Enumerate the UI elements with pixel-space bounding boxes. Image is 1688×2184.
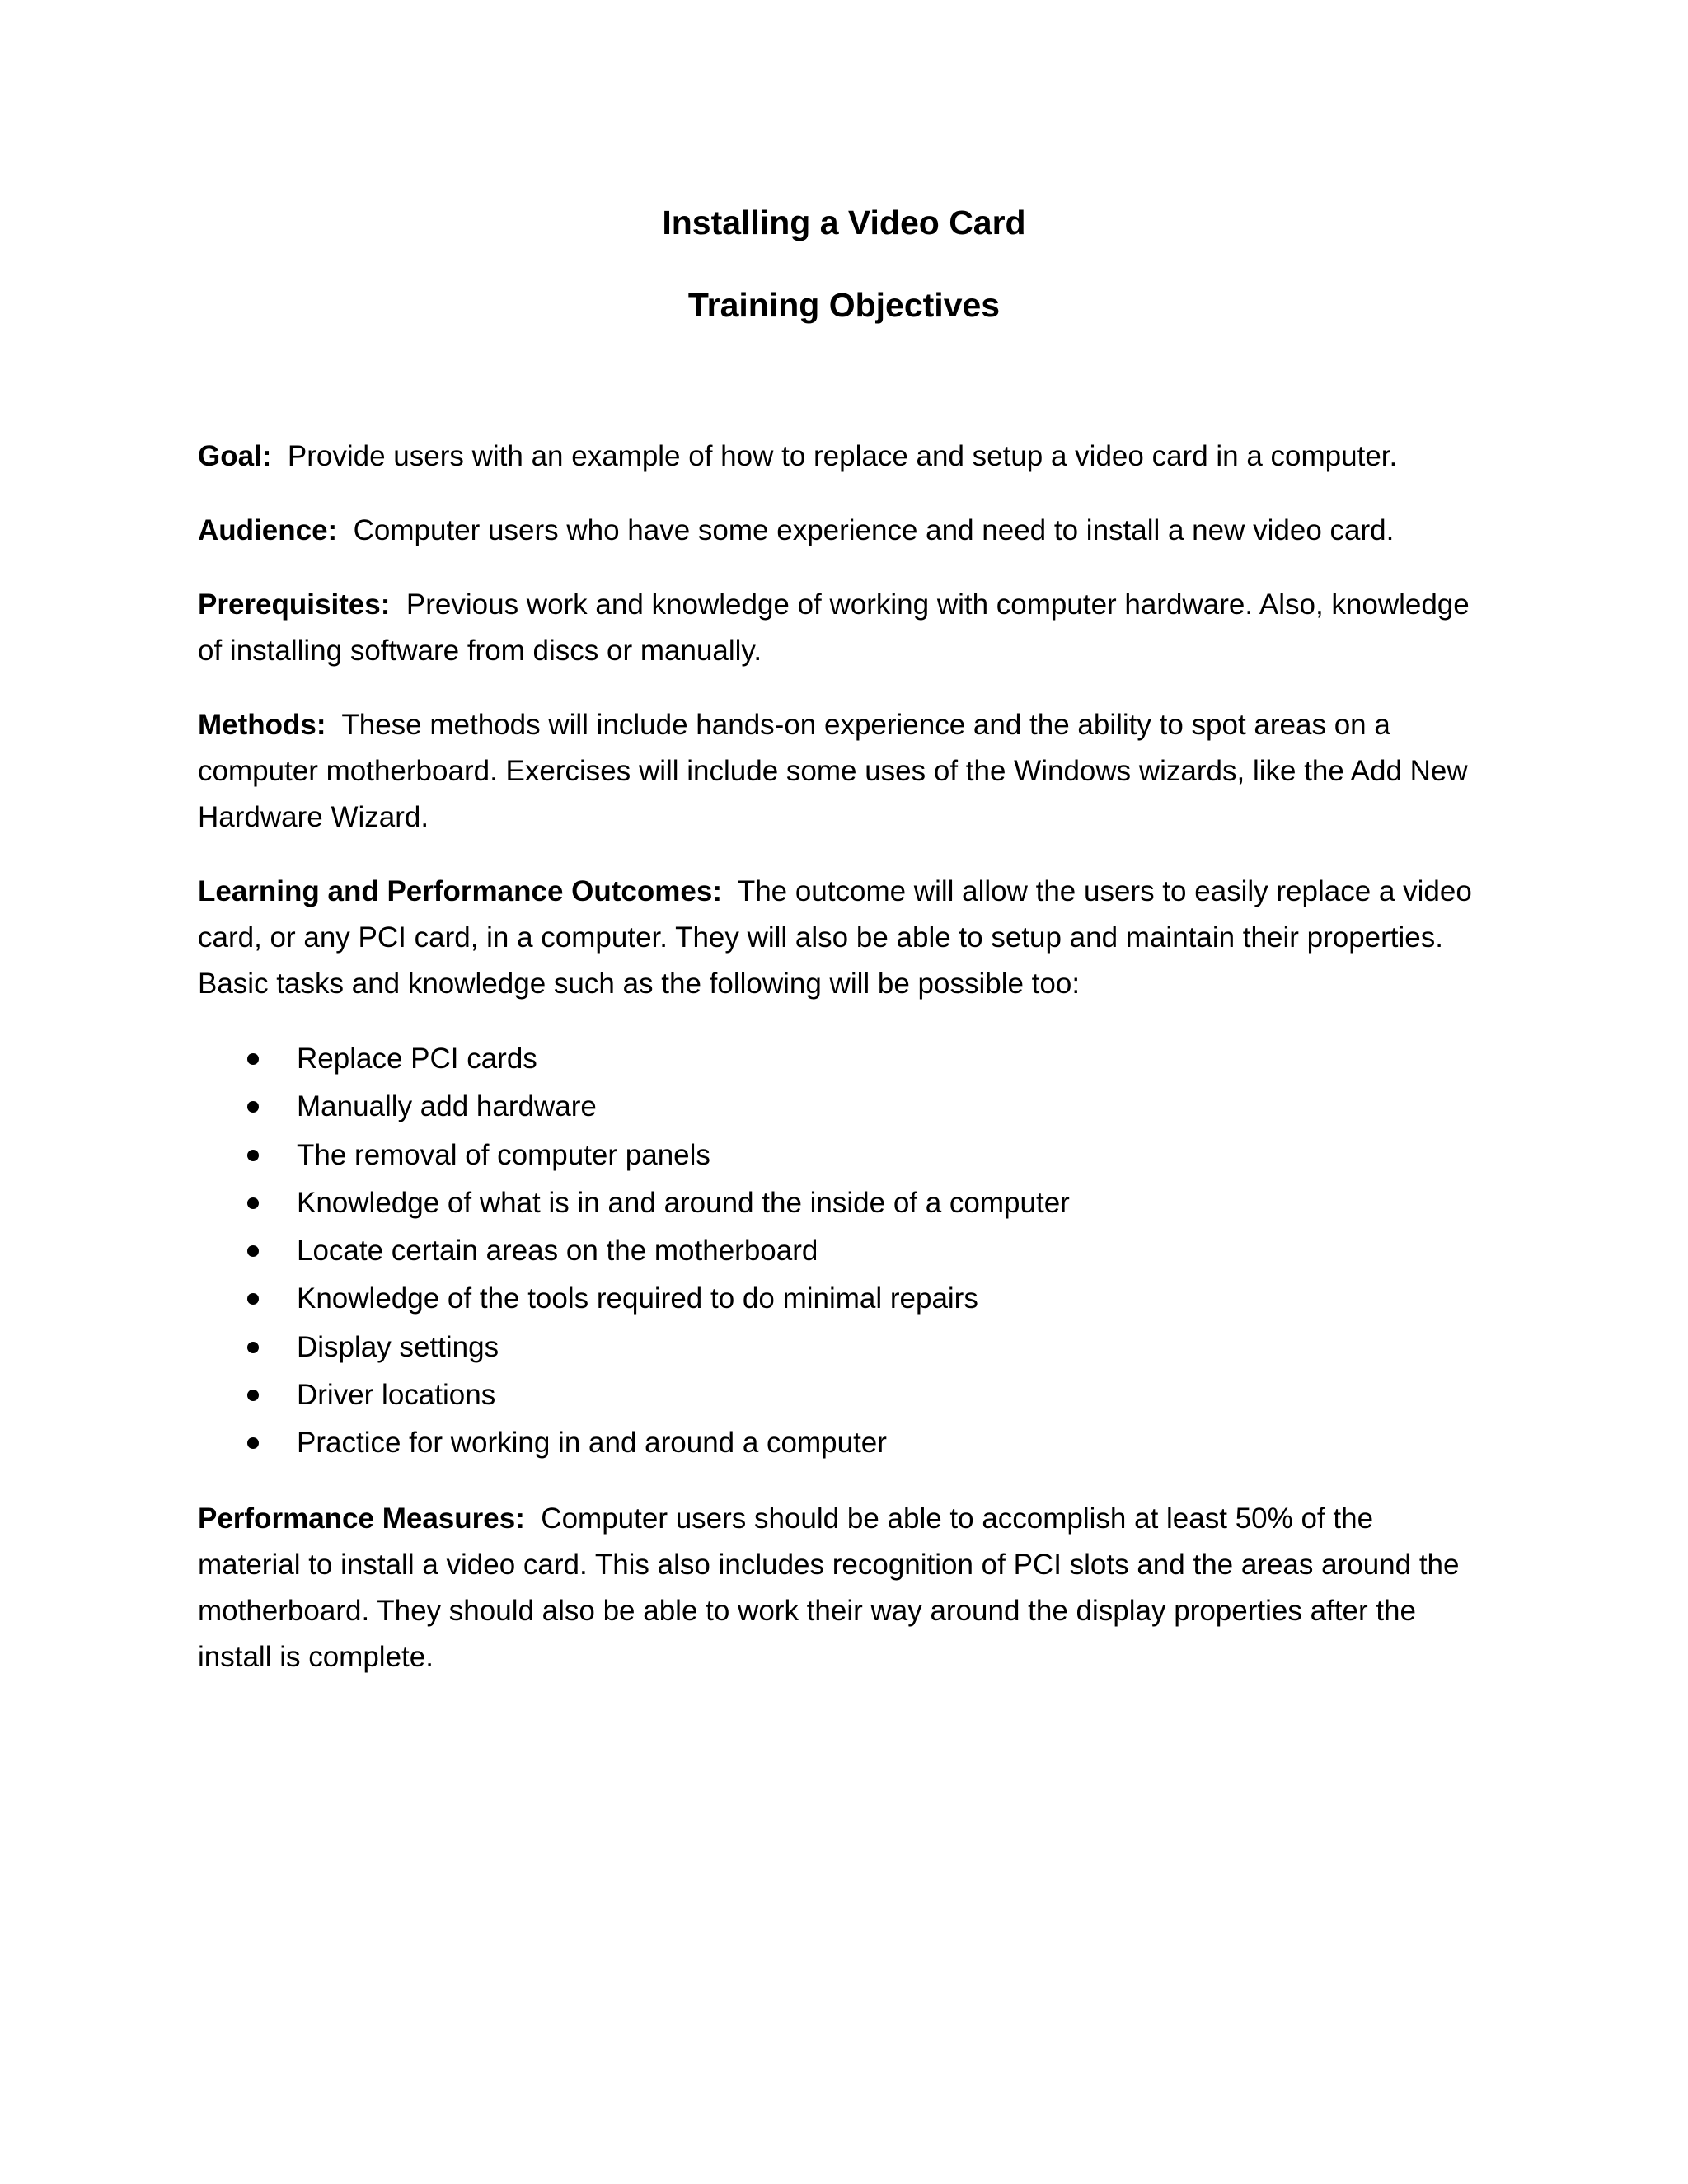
- list-item-text: Replace PCI cards: [297, 1043, 537, 1075]
- prerequisites-text: Previous work and knowledge of working with computer hardware. Also, knowledge of installing software from discs or manually.: [198, 588, 1470, 667]
- methods-text: These methods will include hands-on experience and the ability to spot areas on a computer motherboard. Exercises will include some uses of the Windows wizards, like the Add New Hardware Wizard.: [198, 709, 1468, 833]
- audience-text: Computer users who have some experience and need to install a new video card.: [353, 514, 1395, 546]
- bullet-icon: [247, 1390, 259, 1401]
- bullet-icon: [247, 1197, 259, 1209]
- list-item-text: Driver locations: [297, 1379, 496, 1412]
- list-item: [198, 1371, 1484, 1419]
- list-item-text: Display settings: [297, 1330, 499, 1363]
- list-item: [198, 1227, 1484, 1275]
- outcomes-label: Learning and Performance Outcomes:: [198, 875, 722, 907]
- bullet-icon: [247, 1245, 259, 1257]
- list-item: [198, 1419, 1484, 1467]
- document-body: [198, 434, 1484, 1708]
- outcomes-list: [198, 1035, 1484, 1468]
- measures-label: Performance Measures:: [198, 1502, 525, 1535]
- methods-label: Methods:: [198, 709, 326, 741]
- bullet-icon: [247, 1437, 259, 1449]
- list-item: [198, 1035, 1484, 1083]
- list-item: [198, 1275, 1484, 1323]
- list-item: [198, 1132, 1484, 1179]
- list-item-text: Knowledge of the tools required to do minimal repairs: [297, 1282, 978, 1315]
- list-item-text: Locate certain areas on the motherboard: [297, 1235, 818, 1268]
- prerequisites-label: Prerequisites:: [198, 588, 391, 621]
- list-item-text: The removal of computer panels: [297, 1138, 710, 1171]
- list-item-text: Knowledge of what is in and around the inside of a computer: [297, 1186, 1070, 1219]
- audience-paragraph: [198, 508, 1484, 554]
- goal-label: Goal:: [198, 440, 272, 472]
- outcomes-text: The outcome will allow the users to easily replace a video card, or any PCI card, in a computer. They will also be able to setup and maintain their properties. Basic tasks and knowledge such as the following will be possible too:: [198, 875, 1472, 1000]
- bullet-icon: [247, 1101, 259, 1113]
- document-subtitle: Training Objectives: [687, 286, 1001, 324]
- prerequisites-paragraph: [198, 582, 1484, 674]
- audience-label: Audience:: [198, 514, 338, 546]
- list-item: [198, 1179, 1484, 1227]
- list-item-text: Manually add hardware: [297, 1090, 597, 1123]
- measures-text: Computer users should be able to accomplish at least 50% of the material to install a video card. This also includes recognition of PCI slots and the areas around the motherboard. They should also be able to work their way around the display properties after the install is complete.: [198, 1502, 1460, 1673]
- methods-paragraph: [198, 702, 1484, 841]
- list-item: [198, 1324, 1484, 1371]
- bullet-icon: [247, 1053, 259, 1065]
- list-item: [198, 1083, 1484, 1131]
- outcomes-paragraph: [198, 869, 1484, 1007]
- goal-text: Provide users with an example of how to replace and setup a video card in a computer.: [287, 440, 1398, 472]
- bullet-icon: [247, 1293, 259, 1305]
- list-item-text: Practice for working in and around a computer: [297, 1427, 887, 1460]
- goal-paragraph: [198, 434, 1484, 480]
- bullet-icon: [247, 1342, 259, 1353]
- document-title: Installing a Video Card: [662, 204, 1026, 241]
- bullet-icon: [247, 1150, 259, 1161]
- measures-paragraph: [198, 1496, 1484, 1680]
